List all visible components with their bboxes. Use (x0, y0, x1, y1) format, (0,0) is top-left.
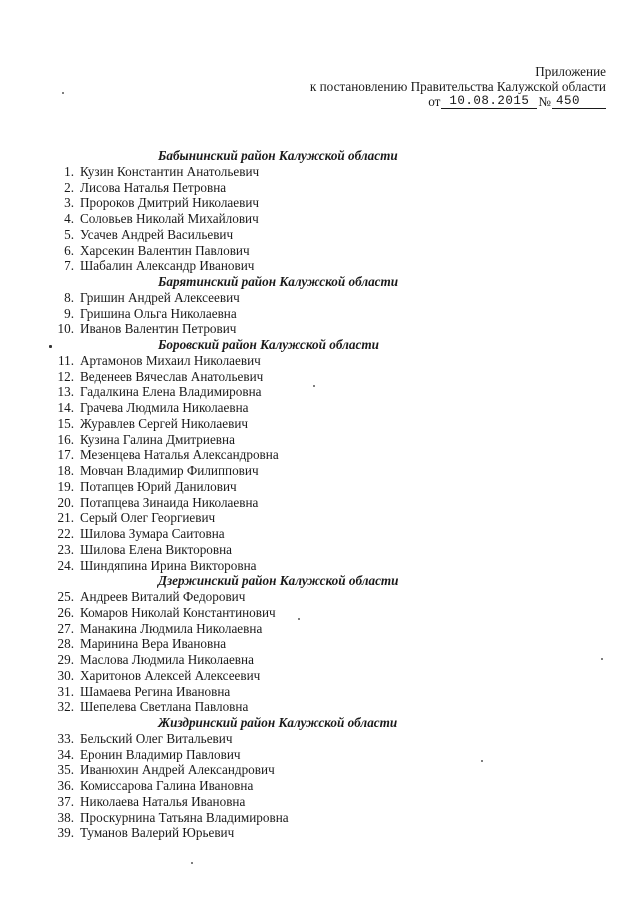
list-item (40, 810, 600, 826)
person-name: Серый Олег Георгиевич (80, 510, 216, 526)
item-number: 35. (57, 762, 74, 778)
person-name: Гришина Ольга Николаевна (80, 305, 237, 321)
list-item (40, 747, 600, 763)
item-number: 39. (57, 825, 74, 841)
person-name: Журавлев Сергей Николаевич (80, 415, 249, 431)
list-item (40, 195, 600, 211)
person-name: Артамонов Михаил Николаевич (80, 352, 261, 368)
list-item (40, 384, 600, 400)
item-number: 31. (57, 683, 74, 699)
person-name: Комаров Николай Константинович (80, 604, 276, 620)
resolution-reference: к постановлению Правительства Калужской области (309, 79, 606, 94)
scan-speck (481, 760, 483, 762)
person-name: Пророков Дмитрий Николаевич (80, 195, 260, 211)
item-number: 6. (64, 242, 74, 258)
item-number: 2. (64, 179, 74, 195)
scan-speck (62, 92, 64, 94)
list-item (40, 180, 600, 196)
list-item (40, 243, 600, 259)
list-item (40, 290, 600, 306)
person-name: Мовчан Владимир Филиппович (80, 463, 259, 478)
item-number: 11. (58, 352, 74, 368)
item-number: 15. (57, 415, 74, 431)
person-name: Проскурнина Татьяна Владимировна (80, 809, 289, 825)
item-number: 3. (64, 195, 74, 211)
person-name: Гадалкина Елена Владимировна (80, 384, 262, 400)
resolution-date: 10.08.2015 (441, 94, 537, 109)
item-number: 28. (57, 636, 74, 652)
list-item (40, 321, 600, 337)
person-name: Андреев Виталий Федорович (80, 589, 246, 604)
item-number: 30. (57, 667, 74, 683)
list-item (40, 731, 600, 747)
list-item (40, 652, 600, 668)
date-prefix: от (428, 94, 441, 109)
list-item (40, 369, 600, 385)
list-item (40, 400, 600, 416)
item-number: 8. (64, 289, 74, 305)
person-name: Манакина Людмила Николаевна (80, 620, 263, 636)
item-number: 16. (57, 431, 74, 447)
item-number: 9. (64, 305, 74, 321)
scan-speck (601, 658, 603, 660)
list-item (40, 542, 600, 558)
person-name: Шабалин Александр Иванович (80, 258, 255, 274)
district-lists (40, 148, 600, 841)
item-number: 10. (57, 321, 74, 337)
person-name: Потапцев Юрий Данилович (80, 478, 237, 494)
person-name: Харитонов Алексей Алексеевич (80, 667, 261, 683)
list-item (40, 558, 600, 574)
list-item (40, 825, 600, 841)
item-number: 26. (57, 604, 74, 620)
district-heading: Дзержинский район Калужской области (158, 573, 399, 589)
item-number: 36. (57, 778, 74, 793)
list-item (40, 589, 600, 605)
item-number: 32. (57, 699, 74, 715)
list-item (40, 432, 600, 448)
item-number: 18. (57, 463, 74, 478)
date-number-line (427, 94, 606, 109)
list-item (40, 668, 600, 684)
person-name: Лисова Наталья Петровна (80, 179, 227, 195)
resolution-number: 450 (552, 94, 606, 109)
item-number: 27. (57, 620, 74, 636)
item-number: 34. (57, 746, 74, 762)
person-name: Туманов Валерий Юрьевич (80, 825, 235, 841)
item-number: 38. (57, 809, 74, 825)
list-item (40, 447, 600, 463)
list-item (40, 164, 600, 180)
list-item (40, 416, 600, 432)
person-name: Шиндяпина Ирина Викторовна (80, 557, 257, 573)
list-item (40, 258, 600, 274)
list-item (40, 621, 600, 637)
document-header (306, 64, 606, 109)
list-item (40, 211, 600, 227)
item-number: 13. (57, 384, 74, 400)
item-number: 17. (57, 447, 74, 463)
item-number: 23. (57, 541, 74, 557)
list-item (40, 510, 600, 526)
item-number: 5. (64, 226, 74, 242)
appendix-label: Приложение (535, 64, 606, 79)
item-number: 37. (57, 793, 74, 809)
list-item (40, 794, 600, 810)
district-heading: Барятинский район Калужской области (158, 274, 399, 289)
person-name: Кузина Галина Дмитриевна (80, 431, 235, 447)
scan-speck (191, 862, 193, 864)
list-item (40, 526, 600, 542)
item-number: 21. (57, 510, 74, 526)
person-name: Еронин Владимир Павлович (80, 746, 241, 762)
person-name: Бельский Олег Витальевич (80, 730, 233, 746)
item-number: 12. (57, 368, 74, 384)
person-name: Николаева Наталья Ивановна (80, 793, 246, 809)
person-name: Иванюхин Андрей Александрович (80, 762, 275, 778)
district-heading: Бабынинский район Калужской области (158, 148, 398, 163)
list-item (40, 227, 600, 243)
item-number: 14. (57, 400, 74, 415)
list-item (40, 479, 600, 495)
scan-speck (49, 345, 52, 348)
person-name: Маслова Людмила Николаевна (80, 652, 254, 667)
list-item (40, 353, 600, 369)
list-item (40, 306, 600, 322)
item-number: 25. (57, 589, 74, 604)
person-name: Соловьев Николай Михайлович (80, 211, 259, 226)
item-number: 19. (57, 478, 74, 494)
item-number: 24. (57, 557, 74, 573)
person-name: Гришин Андрей Алексеевич (80, 289, 240, 305)
list-item (40, 636, 600, 652)
item-number: 1. (64, 163, 74, 179)
district-heading: Боровский район Калужской области (158, 337, 379, 352)
item-number: 29. (57, 652, 74, 667)
item-number: 22. (57, 526, 74, 541)
list-item (40, 605, 600, 621)
person-name: Шепелева Светлана Павловна (80, 699, 249, 715)
person-name: Веденеев Вячеслав Анатольевич (80, 368, 264, 384)
person-name: Усачев Андрей Васильевич (80, 226, 234, 242)
person-name: Маринина Вера Ивановна (80, 636, 227, 652)
person-name: Харсекин Валентин Павлович (80, 242, 250, 258)
list-item (40, 495, 600, 511)
item-number: 33. (57, 730, 74, 746)
person-name: Иванов Валентин Петрович (80, 321, 237, 337)
person-name: Шилова Зумара Саитовна (80, 526, 225, 541)
list-item (40, 778, 600, 794)
district-heading: Жиздринский район Калужской области (158, 715, 398, 730)
list-item (40, 463, 600, 479)
item-number: 7. (64, 258, 74, 274)
person-name: Кузин Константин Анатольевич (80, 163, 260, 179)
person-name: Мезенцева Наталья Александровна (80, 447, 279, 463)
list-item (40, 684, 600, 700)
person-name: Потапцева Зинаида Николаевна (80, 494, 259, 510)
person-name: Шилова Елена Викторовна (80, 541, 233, 557)
number-label: № (538, 94, 551, 109)
person-name: Грачева Людмила Николаевна (80, 400, 249, 415)
list-item (40, 699, 600, 715)
person-name: Комиссарова Галина Ивановна (80, 778, 254, 793)
item-number: 4. (64, 211, 74, 226)
list-item (40, 762, 600, 778)
person-name: Шамаева Регина Ивановна (80, 683, 231, 699)
scan-speck (313, 385, 315, 387)
scan-speck (298, 618, 300, 620)
item-number: 20. (57, 494, 74, 510)
